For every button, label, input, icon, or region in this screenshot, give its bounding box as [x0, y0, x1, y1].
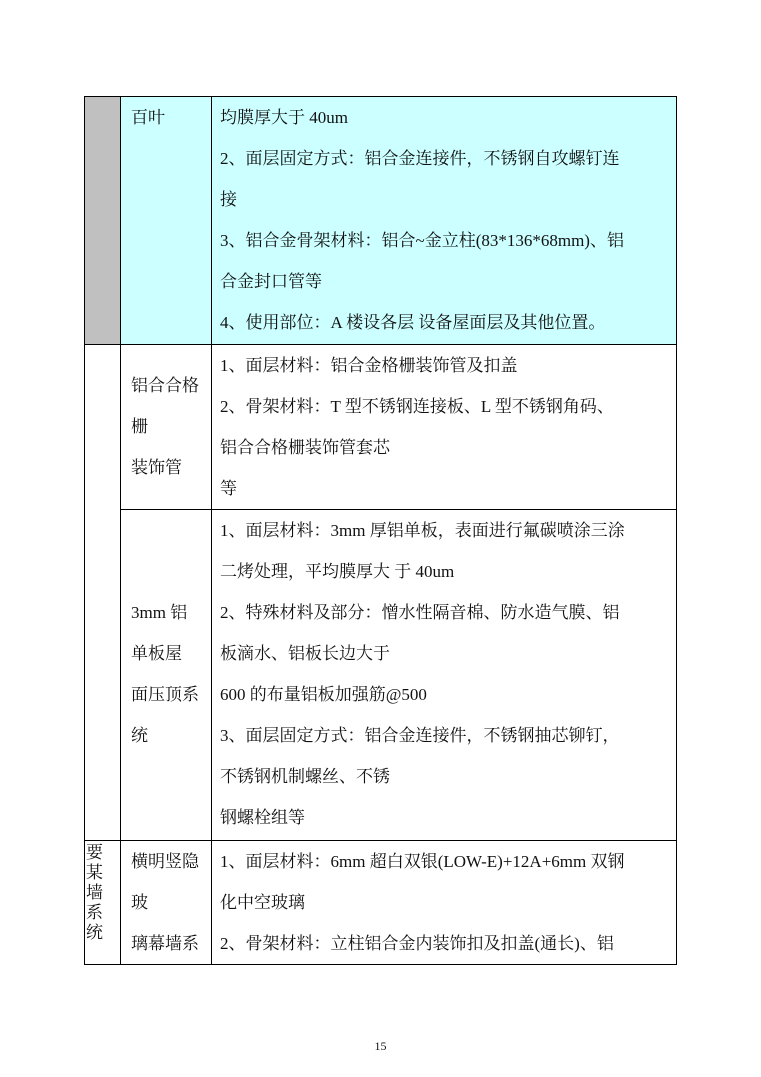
item-name-line: 铝合合格 — [131, 376, 199, 395]
desc-line: 不锈钢机制螺丝、不锈 — [220, 767, 390, 786]
category-vertical-text — [85, 841, 120, 943]
category-char: 墙 — [86, 883, 103, 902]
table-row — [85, 510, 677, 841]
item-name-line: 璃幕墙系 — [131, 934, 199, 953]
item-name-line: 百叶 — [131, 108, 165, 127]
item-name-cell — [121, 97, 212, 345]
item-desc-cell — [212, 97, 677, 345]
item-desc-cell — [212, 841, 677, 965]
desc-line: 铝合合格栅装饰管套芯 — [220, 438, 390, 457]
item-name-cell — [121, 345, 212, 510]
item-name-line: 3mm 铝 — [131, 603, 188, 622]
item-name-line: 统 — [131, 726, 148, 745]
spec-table — [84, 96, 677, 965]
desc-line: 2、骨架材料：立柱铝合金内装饰扣及扣盖(通长)、铝 — [220, 934, 614, 953]
category-char: 统 — [86, 923, 103, 942]
category-cell — [85, 97, 121, 345]
desc-line: 3、铝合金骨架材料：铝合~金立柱(83*136*68mm)、铝 — [220, 231, 624, 250]
item-name-line: 玻 — [131, 893, 148, 912]
item-desc-cell — [212, 510, 677, 841]
table-row — [85, 841, 677, 965]
desc-line: 1、面层材料：铝合金格栅装饰管及扣盖 — [220, 356, 518, 375]
item-name-line: 单板屋 — [131, 644, 182, 663]
desc-line: 2、特殊材料及部分：憎水性隔音棉、防水造气膜、铝 — [220, 603, 620, 622]
item-name-line: 面压顶系 — [131, 685, 199, 704]
desc-line: 二烤处理，平均膜厚大 于 40um — [220, 562, 455, 581]
desc-line: 化中空玻璃 — [220, 893, 305, 912]
desc-line: 1、面层材料：3mm 厚铝单板，表面进行氟碳喷涂三涂 — [220, 521, 625, 540]
desc-line: 合金封口管等 — [220, 272, 322, 291]
item-name-cell — [121, 841, 212, 965]
desc-line: 3、面层固定方式：铝合金连接件，不锈钢抽芯铆钉， — [220, 726, 620, 745]
desc-line: 2、面层固定方式：铝合金连接件，不锈钢自攻螺钉连 — [220, 149, 620, 168]
desc-line: 4、使用部位：A 楼设各层 设备屋面层及其他位置。 — [220, 313, 606, 332]
category-cell — [85, 345, 121, 841]
desc-line: 600 的布量铝板加强筋@500 — [220, 685, 427, 704]
desc-line: 均膜厚大于 40um — [220, 108, 348, 127]
desc-line: 1、面层材料：6mm 超白双银(LOW-E)+12A+6mm 双钢 — [220, 852, 625, 871]
desc-line: 钢螺栓组等 — [220, 808, 305, 827]
desc-line: 2、骨架材料：T 型不锈钢连接板、L 型不锈钢角码、 — [220, 397, 614, 416]
table-row — [85, 345, 677, 510]
desc-line: 板滴水、铝板长边大于 — [220, 644, 390, 663]
desc-line: 接 — [220, 190, 237, 209]
item-name-line: 装饰管 — [131, 458, 182, 477]
page-number: 15 — [374, 1039, 387, 1053]
item-name-line: 栅 — [131, 417, 148, 436]
category-char: 某 — [86, 863, 103, 882]
item-name-line: 横明竖隐 — [131, 852, 199, 871]
item-desc-cell — [212, 345, 677, 510]
category-cell — [85, 841, 121, 965]
table-row — [85, 97, 677, 345]
category-char: 要 — [86, 843, 103, 862]
desc-line: 等 — [220, 479, 237, 498]
category-char: 系 — [86, 903, 103, 922]
item-name-cell — [121, 510, 212, 841]
